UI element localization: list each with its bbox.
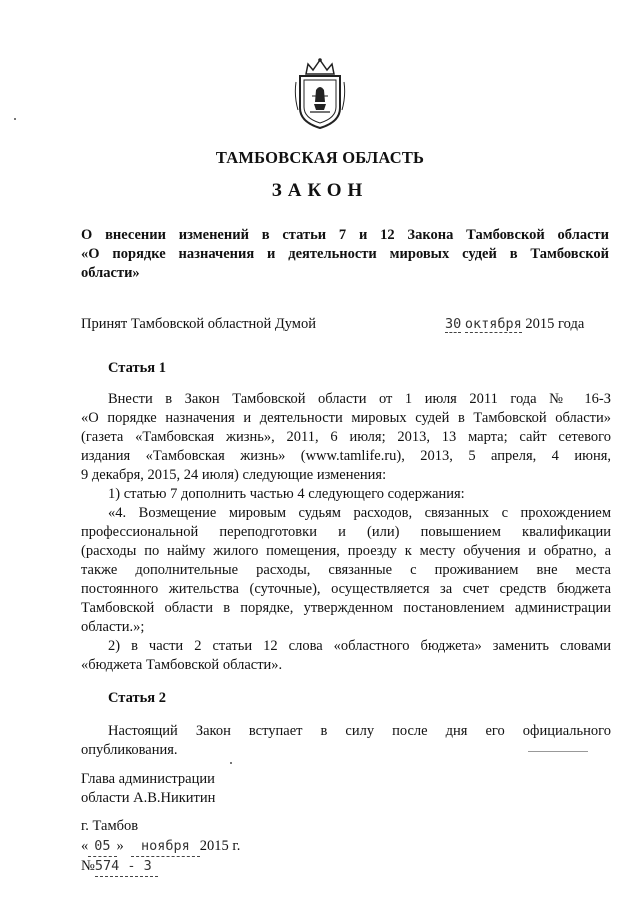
coat-of-arms-emblem xyxy=(294,56,346,132)
city-of-signing: г. Тамбов xyxy=(81,818,139,834)
article-1-line: 1) статью 7 дополнить частью 4 следующего содержания: xyxy=(108,486,465,502)
adoption-year: 2015 года xyxy=(525,316,585,332)
law-subject xyxy=(81,226,609,283)
adoption-month: октября xyxy=(464,316,522,332)
article-1-line: (газета «Тамбовская жизнь», 2011, 6 июля; 2013, 13 марта; сайт сетевого xyxy=(81,429,611,445)
article-1-line: области.»; xyxy=(81,619,145,635)
article-1-line: профессиональной переподготовки и (или) повышением квалификации xyxy=(81,524,611,540)
scan-speck xyxy=(14,118,16,120)
signing-month: ноября xyxy=(131,837,200,857)
adopted-by-text: Принят Тамбовской областной Думой xyxy=(81,316,316,332)
article-2-line: опубликования. xyxy=(81,742,178,758)
document-type-title: ЗАКОН xyxy=(271,180,369,201)
adoption-date xyxy=(445,316,584,333)
article-1-body xyxy=(81,390,611,675)
article-2-heading: Статья 2 xyxy=(108,690,166,706)
article-1-line: «4. Возмещение мировым судьям расходов, связанных с прохождением xyxy=(108,505,611,521)
article-1-line: (расходы по найму жилого помещения, проезду к месту обучения и обратно, а xyxy=(81,543,611,559)
article-2-body xyxy=(81,722,611,760)
subject-line: области» xyxy=(81,265,140,281)
article-2-line: Настоящий Закон вступает в силу после дня его официального xyxy=(108,723,611,739)
scan-speck xyxy=(230,762,232,764)
law-number xyxy=(81,857,158,877)
number-sign: № xyxy=(81,858,95,874)
signatory-position-line-2: области А.В.Никитин xyxy=(81,790,216,806)
region-heading: ТАМБОВСКАЯ ОБЛАСТЬ xyxy=(215,148,425,167)
article-1-line: «О порядке назначения и деятельности мировых судей в Тамбовской области» xyxy=(81,410,611,426)
article-1-line: 2) в части 2 статьи 12 слова «областного бюджета» заменить словами xyxy=(108,638,611,654)
adoption-day: 30 xyxy=(445,316,462,332)
article-1-heading: Статья 1 xyxy=(108,360,166,376)
article-1-line: издания «Тамбовская жизнь» (www.tamlife.ru), 2013, 5 апреля, 4 июня, xyxy=(81,448,611,464)
adoption-line xyxy=(81,316,611,333)
subject-line: «О порядке назначения и деятельности мировых судей в Тамбовской xyxy=(81,246,609,262)
signing-day: 05 xyxy=(88,837,116,857)
article-1-line: 9 декабря, 2015, 24 июля) следующие изменения: xyxy=(81,467,387,483)
signing-date: « 05 » ноября 2015 г. xyxy=(81,837,240,857)
article-1-line: «бюджета Тамбовской области». xyxy=(81,657,283,673)
article-1-line: также дополнительные расходы, связанные с проживанием вне места xyxy=(81,562,611,578)
article-1-line: постоянного жительства (суточные), осуществляется за счет средств бюджета xyxy=(81,581,611,597)
law-number-value: 574 - З xyxy=(95,857,158,877)
subject-line: О внесении изменений в статьи 7 и 12 Закона Тамбовской области xyxy=(81,227,609,243)
scan-line-mark xyxy=(528,751,588,752)
article-1-line: Внести в Закон Тамбовской области от 1 июля 2011 года № 16-З xyxy=(108,391,611,407)
signatory-position-line-1: Глава администрации xyxy=(81,771,215,787)
article-1-line: Тамбовской области в порядке, утвержденном постановлением администрации xyxy=(81,600,611,616)
